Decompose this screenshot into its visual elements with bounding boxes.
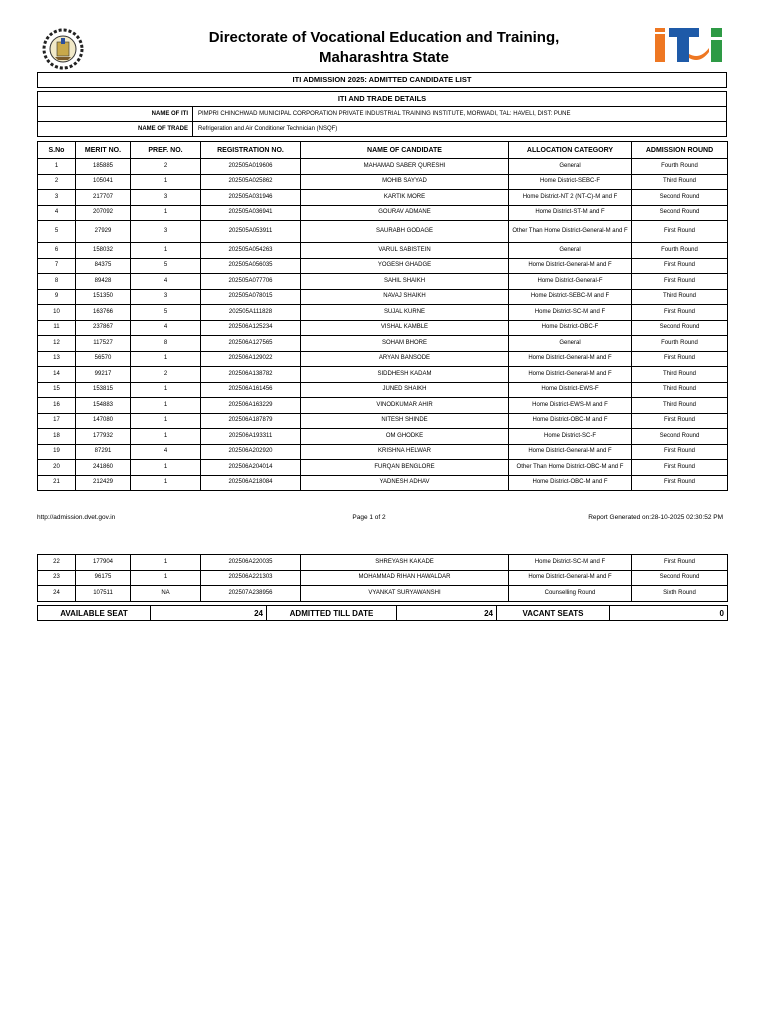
table-row: [38, 398, 728, 414]
cell-admission-round: Third Round: [632, 174, 728, 190]
cell-candidate-name: MOHAMMAD RIHAN HAWALDAR: [301, 570, 509, 586]
cell-allocation-category: Home District-OBC-M and F: [509, 413, 632, 429]
title-line-1: Directorate of Vocational Education and Training,: [208, 29, 560, 46]
cell-pref-no: 4: [131, 320, 201, 336]
cell-allocation-category: General: [509, 336, 632, 352]
available-seat-value: 24: [151, 606, 267, 621]
col-sno: S.No: [38, 142, 76, 159]
cell-pref-no: 5: [131, 258, 201, 274]
cell-admission-round: First Round: [632, 221, 728, 243]
cell-pref-no: 1: [131, 570, 201, 586]
cell-sno: 5: [38, 221, 76, 243]
totals-row: [38, 606, 728, 621]
cell-merit-no: 27929: [76, 221, 131, 243]
iti-name-label: NAME OF ITI: [38, 107, 193, 121]
cell-registration-no: 202506A220035: [201, 555, 301, 571]
footer-url: http://admission.dvet.gov.in: [37, 514, 116, 521]
seat-totals: [37, 605, 728, 621]
cell-registration-no: 202505A025862: [201, 174, 301, 190]
cell-sno: 24: [38, 586, 76, 602]
cell-registration-no: 202506A129022: [201, 351, 301, 367]
cell-sno: 10: [38, 305, 76, 321]
cell-allocation-category: Home District-SC-M and F: [509, 555, 632, 571]
cell-allocation-category: Home District-General-F: [509, 274, 632, 290]
cell-registration-no: 202506A163229: [201, 398, 301, 414]
cell-allocation-category: Home District-General-M and F: [509, 258, 632, 274]
cell-allocation-category: Home District-OBC-F: [509, 320, 632, 336]
cell-pref-no: 1: [131, 475, 201, 491]
cell-allocation-category: Home District-SEBC-M and F: [509, 289, 632, 305]
cell-candidate-name: SOHAM BHORE: [301, 336, 509, 352]
cell-candidate-name: NITESH SHINDE: [301, 413, 509, 429]
cell-sno: 23: [38, 570, 76, 586]
table-row: [38, 221, 728, 243]
cell-pref-no: 1: [131, 174, 201, 190]
table-row: [38, 351, 728, 367]
cell-candidate-name: SAHIL SHAIKH: [301, 274, 509, 290]
cell-registration-no: 202506A202920: [201, 444, 301, 460]
col-candidate-name: NAME OF CANDIDATE: [301, 142, 509, 159]
cell-admission-round: Third Round: [632, 367, 728, 383]
cell-registration-no: 202505A053911: [201, 221, 301, 243]
cell-candidate-name: ARYAN BANSODE: [301, 351, 509, 367]
trade-name-value: Refrigeration and Air Conditioner Technician (NSQF): [198, 126, 338, 132]
cell-allocation-category: General: [509, 243, 632, 259]
col-allocation-category: ALLOCATION CATEGORY: [509, 142, 632, 159]
cell-admission-round: Third Round: [632, 382, 728, 398]
table-row: [38, 159, 728, 175]
cell-allocation-category: General: [509, 159, 632, 175]
cell-pref-no: 4: [131, 274, 201, 290]
table-row: [38, 174, 728, 190]
cell-sno: 17: [38, 413, 76, 429]
table-row: [38, 367, 728, 383]
cell-allocation-category: Home District-SC-M and F: [509, 305, 632, 321]
cell-allocation-category: Home District-General-M and F: [509, 367, 632, 383]
cell-sno: 14: [38, 367, 76, 383]
cell-candidate-name: MOHIB SAYYAD: [301, 174, 509, 190]
cell-admission-round: First Round: [632, 351, 728, 367]
candidate-table-page1: [37, 141, 728, 491]
table-header-row: [38, 142, 728, 159]
cell-pref-no: 1: [131, 382, 201, 398]
cell-sno: 15: [38, 382, 76, 398]
iti-logo-icon: [655, 28, 725, 64]
cell-candidate-name: KARTIK MORE: [301, 190, 509, 206]
iti-name-value: PIMPRI CHINCHWAD MUNICIPAL CORPORATION PRIVATE INDUSTRIAL TRAINING INSTITUTE, MORWADI, TAL: HAVELI, DIST: PUNE: [198, 111, 571, 117]
table-row: [38, 382, 728, 398]
cell-allocation-category: Home District-SC-F: [509, 429, 632, 445]
cell-registration-no: 202507A238956: [201, 586, 301, 602]
cell-merit-no: 84375: [76, 258, 131, 274]
cell-candidate-name: SIDDHESH KADAM: [301, 367, 509, 383]
cell-pref-no: 1: [131, 205, 201, 221]
admitted-till-date-value: 24: [397, 606, 497, 621]
details-heading: ITI AND TRADE DETAILS: [37, 91, 727, 107]
table-row: [38, 444, 728, 460]
cell-registration-no: 202506A204014: [201, 460, 301, 476]
cell-pref-no: 1: [131, 243, 201, 259]
cell-registration-no: 202506A138782: [201, 367, 301, 383]
table-row: [38, 289, 728, 305]
table-row: [38, 586, 728, 602]
cell-admission-round: Third Round: [632, 289, 728, 305]
cell-pref-no: 4: [131, 444, 201, 460]
cell-merit-no: 153815: [76, 382, 131, 398]
cell-sno: 13: [38, 351, 76, 367]
cell-merit-no: 147080: [76, 413, 131, 429]
vacant-seats-label: VACANT SEATS: [497, 606, 610, 621]
cell-merit-no: 107511: [76, 586, 131, 602]
cell-pref-no: 8: [131, 336, 201, 352]
footer-page-number: Page 1 of 2: [352, 514, 386, 521]
cell-admission-round: First Round: [632, 475, 728, 491]
cell-allocation-category: Home District-ST-M and F: [509, 205, 632, 221]
cell-candidate-name: SHREYASH KAKADE: [301, 555, 509, 571]
cell-sno: 9: [38, 289, 76, 305]
cell-candidate-name: FURQAN BENGLORE: [301, 460, 509, 476]
cell-sno: 3: [38, 190, 76, 206]
cell-allocation-category: Home District-NT 2 (NT-C)-M and F: [509, 190, 632, 206]
page-title: [0, 28, 768, 68]
cell-pref-no: 2: [131, 367, 201, 383]
col-pref-no: PREF. NO.: [131, 142, 201, 159]
cell-admission-round: Third Round: [632, 398, 728, 414]
cell-merit-no: 151350: [76, 289, 131, 305]
cell-pref-no: 1: [131, 413, 201, 429]
trade-name-row: [37, 121, 727, 137]
cell-admission-round: Second Round: [632, 429, 728, 445]
cell-pref-no: 1: [131, 460, 201, 476]
col-admission-round: ADMISSION ROUND: [632, 142, 728, 159]
candidate-table-page2: [37, 554, 728, 602]
cell-merit-no: 163766: [76, 305, 131, 321]
cell-registration-no: 202505A111828: [201, 305, 301, 321]
cell-registration-no: 202505A056035: [201, 258, 301, 274]
cell-registration-no: 202506A161456: [201, 382, 301, 398]
cell-allocation-category: Home District-General-M and F: [509, 444, 632, 460]
table-row: [38, 305, 728, 321]
table-row: [38, 274, 728, 290]
cell-merit-no: 177904: [76, 555, 131, 571]
cell-registration-no: 202505A078015: [201, 289, 301, 305]
cell-admission-round: Second Round: [632, 205, 728, 221]
table-row: [38, 258, 728, 274]
cell-registration-no: 202506A127565: [201, 336, 301, 352]
cell-candidate-name: SUJAL KURNE: [301, 305, 509, 321]
cell-allocation-category: Home District-EWS-M and F: [509, 398, 632, 414]
cell-admission-round: First Round: [632, 274, 728, 290]
footer-generated: Report Generated on:28-10-2025 02:30:52 PM: [588, 514, 723, 521]
cell-merit-no: 158032: [76, 243, 131, 259]
cell-admission-round: Second Round: [632, 570, 728, 586]
cell-sno: 12: [38, 336, 76, 352]
cell-pref-no: 3: [131, 221, 201, 243]
iti-name-row: [37, 106, 727, 122]
cell-pref-no: 5: [131, 305, 201, 321]
cell-admission-round: First Round: [632, 413, 728, 429]
cell-admission-round: Fourth Round: [632, 243, 728, 259]
cell-allocation-category: Home District-SEBC-F: [509, 174, 632, 190]
cell-registration-no: 202506A125234: [201, 320, 301, 336]
cell-candidate-name: VARUL SABISTEIN: [301, 243, 509, 259]
cell-candidate-name: MAHAMAD SABER QURESHI: [301, 159, 509, 175]
cell-candidate-name: NAVAJ SHAIKH: [301, 289, 509, 305]
cell-merit-no: 237867: [76, 320, 131, 336]
cell-allocation-category: Other Than Home District-OBC-M and F: [509, 460, 632, 476]
cell-pref-no: 1: [131, 555, 201, 571]
cell-admission-round: First Round: [632, 555, 728, 571]
cell-admission-round: First Round: [632, 305, 728, 321]
col-registration-no: REGISTRATION NO.: [201, 142, 301, 159]
cell-allocation-category: Home District-General-M and F: [509, 570, 632, 586]
cell-merit-no: 212429: [76, 475, 131, 491]
cell-candidate-name: SAURABH GODAGE: [301, 221, 509, 243]
cell-candidate-name: VINODKUMAR AHIR: [301, 398, 509, 414]
cell-allocation-category: Home District-EWS-F: [509, 382, 632, 398]
table-row: [38, 320, 728, 336]
cell-sno: 20: [38, 460, 76, 476]
cell-sno: 11: [38, 320, 76, 336]
cell-registration-no: 202506A187879: [201, 413, 301, 429]
cell-registration-no: 202505A036941: [201, 205, 301, 221]
table-row: [38, 413, 728, 429]
cell-registration-no: 202505A077706: [201, 274, 301, 290]
cell-allocation-category: Home District-General-M and F: [509, 351, 632, 367]
cell-admission-round: First Round: [632, 258, 728, 274]
cell-pref-no: 1: [131, 398, 201, 414]
table-row: [38, 336, 728, 352]
cell-sno: 2: [38, 174, 76, 190]
cell-merit-no: 185885: [76, 159, 131, 175]
cell-admission-round: Fourth Round: [632, 336, 728, 352]
cell-registration-no: 202506A221303: [201, 570, 301, 586]
table-row: [38, 475, 728, 491]
cell-merit-no: 177932: [76, 429, 131, 445]
col-merit-no: MERIT NO.: [76, 142, 131, 159]
available-seat-label: AVAILABLE SEAT: [38, 606, 151, 621]
cell-merit-no: 154883: [76, 398, 131, 414]
cell-sno: 16: [38, 398, 76, 414]
cell-sno: 21: [38, 475, 76, 491]
cell-pref-no: 3: [131, 289, 201, 305]
table-row: [38, 429, 728, 445]
cell-pref-no: NA: [131, 586, 201, 602]
cell-admission-round: Fourth Round: [632, 159, 728, 175]
cell-candidate-name: KRISHNA HELWAR: [301, 444, 509, 460]
cell-merit-no: 99217: [76, 367, 131, 383]
table-row: [38, 205, 728, 221]
table-row: [38, 555, 728, 571]
cell-allocation-category: Other Than Home District-General-M and F: [509, 221, 632, 243]
cell-sno: 22: [38, 555, 76, 571]
cell-pref-no: 2: [131, 159, 201, 175]
cell-pref-no: 3: [131, 190, 201, 206]
cell-merit-no: 87291: [76, 444, 131, 460]
cell-sno: 8: [38, 274, 76, 290]
cell-candidate-name: JUNED SHAIKH: [301, 382, 509, 398]
cell-merit-no: 117527: [76, 336, 131, 352]
trade-name-label: NAME OF TRADE: [38, 122, 193, 136]
cell-candidate-name: YADNESH ADHAV: [301, 475, 509, 491]
cell-sno: 4: [38, 205, 76, 221]
cell-sno: 18: [38, 429, 76, 445]
list-title: ITI ADMISSION 2025: ADMITTED CANDIDATE LIST: [37, 72, 727, 88]
cell-sno: 1: [38, 159, 76, 175]
cell-candidate-name: GOURAV ADMANE: [301, 205, 509, 221]
cell-registration-no: 202505A054263: [201, 243, 301, 259]
cell-candidate-name: OM GHODKE: [301, 429, 509, 445]
table-row: [38, 190, 728, 206]
cell-merit-no: 105041: [76, 174, 131, 190]
cell-merit-no: 217707: [76, 190, 131, 206]
cell-candidate-name: VYANKAT SURYAWANSHI: [301, 586, 509, 602]
cell-allocation-category: Home District-OBC-M and F: [509, 475, 632, 491]
cell-candidate-name: YOGESH GHADGE: [301, 258, 509, 274]
cell-candidate-name: VISHAL KAMBLE: [301, 320, 509, 336]
cell-sno: 19: [38, 444, 76, 460]
cell-merit-no: 96175: [76, 570, 131, 586]
cell-sno: 6: [38, 243, 76, 259]
cell-sno: 7: [38, 258, 76, 274]
table-row: [38, 460, 728, 476]
vacant-seats-value: 0: [610, 606, 728, 621]
cell-registration-no: 202505A019606: [201, 159, 301, 175]
cell-pref-no: 1: [131, 429, 201, 445]
cell-registration-no: 202506A218084: [201, 475, 301, 491]
cell-registration-no: 202506A193311: [201, 429, 301, 445]
title-line-2: Maharashtra State: [318, 49, 450, 66]
cell-merit-no: 89428: [76, 274, 131, 290]
cell-allocation-category: Counselling Round: [509, 586, 632, 602]
cell-admission-round: Second Round: [632, 190, 728, 206]
cell-admission-round: Sixth Round: [632, 586, 728, 602]
cell-registration-no: 202505A031946: [201, 190, 301, 206]
cell-merit-no: 56570: [76, 351, 131, 367]
cell-admission-round: First Round: [632, 460, 728, 476]
cell-merit-no: 241860: [76, 460, 131, 476]
table-row: [38, 243, 728, 259]
admitted-till-date-label: ADMITTED TILL DATE: [267, 606, 397, 621]
cell-pref-no: 1: [131, 351, 201, 367]
cell-admission-round: Second Round: [632, 320, 728, 336]
cell-admission-round: First Round: [632, 444, 728, 460]
table-row: [38, 570, 728, 586]
cell-merit-no: 207092: [76, 205, 131, 221]
